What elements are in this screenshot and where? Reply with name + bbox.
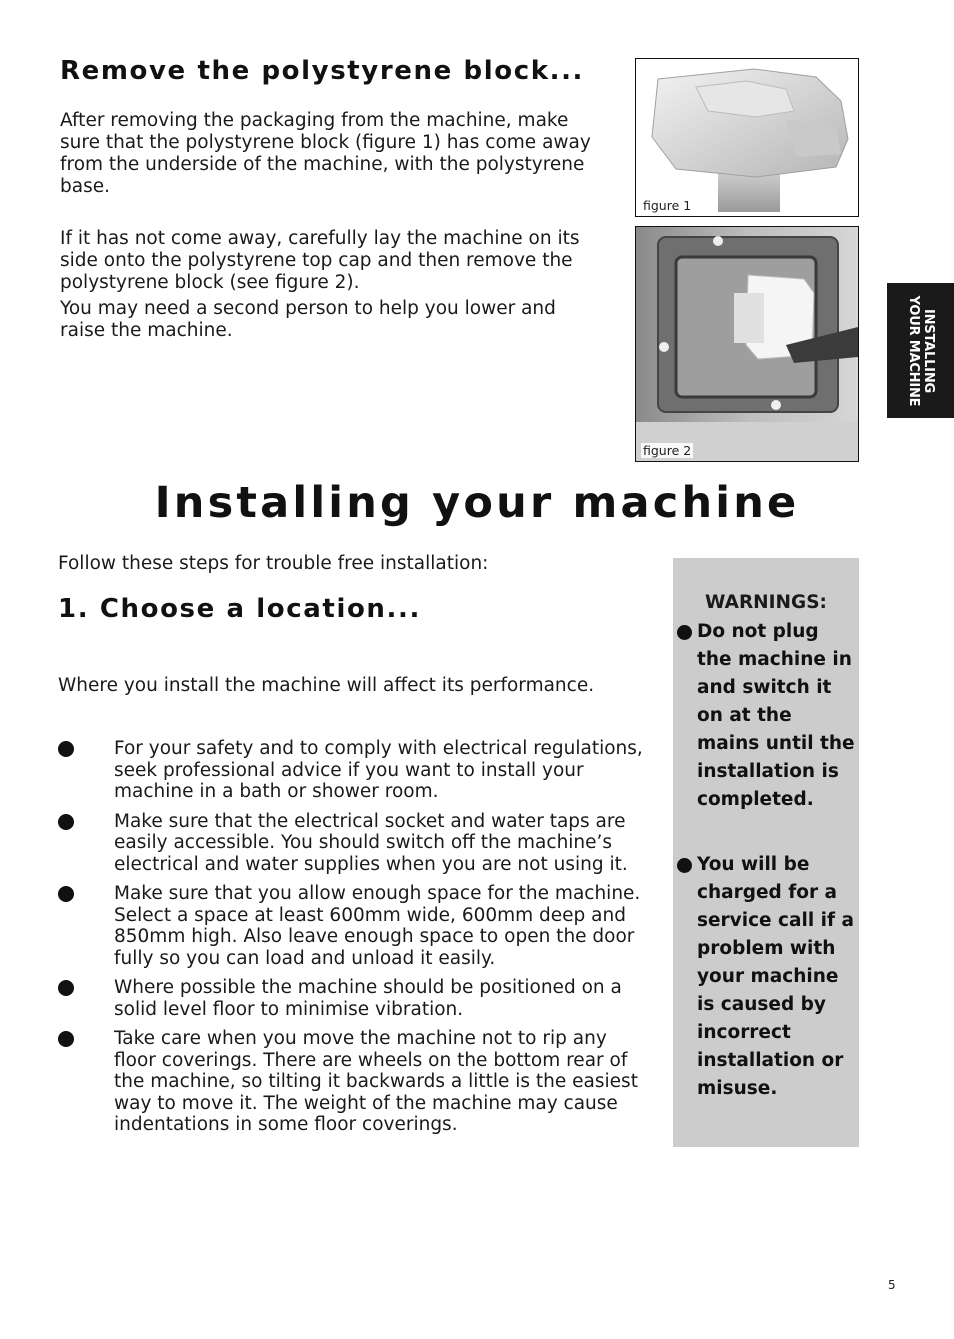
page-title: Installing your machine xyxy=(154,478,800,528)
side-tab-installing xyxy=(887,283,954,418)
bullet-icon xyxy=(58,886,74,902)
intro-text: Follow these steps for trouble free installation: xyxy=(58,553,489,574)
page-number: 5 xyxy=(888,1278,896,1292)
section-heading-choose-location: 1. Choose a location... xyxy=(58,594,421,624)
side-tab-line-1: INSTALLING xyxy=(920,308,936,393)
list-item: For your safety and to comply with electrical regulations, seek professional advice if you want to install your machine in a bath or shower room. xyxy=(58,738,654,803)
bullet-icon xyxy=(58,1031,74,1047)
paragraph-remove-intro: After removing the packaging from the machine, make sure that the polystyrene block (figure 1) has come away from the underside of the machine, with the polystyrene base. xyxy=(60,110,591,197)
list-item: Where possible the machine should be positioned on a solid level floor to minimise vibration. xyxy=(58,977,654,1020)
list-item: Make sure that the electrical socket and water taps are easily accessible. You should switch off the machine’s electrical and water supplies when you are not using it. xyxy=(58,811,654,876)
paragraph-lay-machine: If it has not come away, carefully lay the machine on its side onto the polystyrene top cap and then remove the polystyrene block (see figure 2). xyxy=(60,228,580,293)
section-heading-remove-block: Remove the polystyrene block... xyxy=(60,56,585,86)
figure-1-caption: figure 1 xyxy=(643,198,692,213)
bullet-icon xyxy=(677,858,692,873)
warnings-title: WARNINGS: xyxy=(705,592,827,613)
list-item: Make sure that you allow enough space for the machine. Select a space at least 600mm wide, 600mm deep and 850mm high. Also leave enough space to open the door fully so you can load and unload it easily. xyxy=(58,883,654,969)
location-bullet-list xyxy=(58,738,654,1144)
side-tab-line-2: YOUR MACHINE xyxy=(905,295,921,406)
bullet-icon xyxy=(58,980,74,996)
figure-1-polystyrene-block xyxy=(635,58,859,217)
warnings-box xyxy=(673,558,859,1147)
polystyrene-block-image xyxy=(636,59,858,216)
bullet-icon xyxy=(58,741,74,757)
bullet-icon xyxy=(58,814,74,830)
bullet-icon xyxy=(677,625,692,640)
location-lead-text: Where you install the machine will affect its performance. xyxy=(58,675,595,696)
figure-2-caption: figure 2 xyxy=(643,443,692,458)
list-item: Take care when you move the machine not to rip any floor coverings. There are wheels on the bottom rear of the machine, so tilting it backwards a little is the easiest way to move it. The weight of the machine may cause indentations in some floor coverings. xyxy=(58,1028,654,1136)
warning-item-plug: Do not plug the machine in and switch it on at the mains until the installation is completed. xyxy=(675,618,857,814)
figure-2-removing-block xyxy=(635,226,859,462)
warning-item-service-call: You will be charged for a service call if a problem with your machine is caused by incorrect installation or misuse. xyxy=(675,851,857,1103)
paragraph-second-person: You may need a second person to help you lower and raise the machine. xyxy=(60,298,556,341)
machine-underside-image xyxy=(636,227,858,461)
